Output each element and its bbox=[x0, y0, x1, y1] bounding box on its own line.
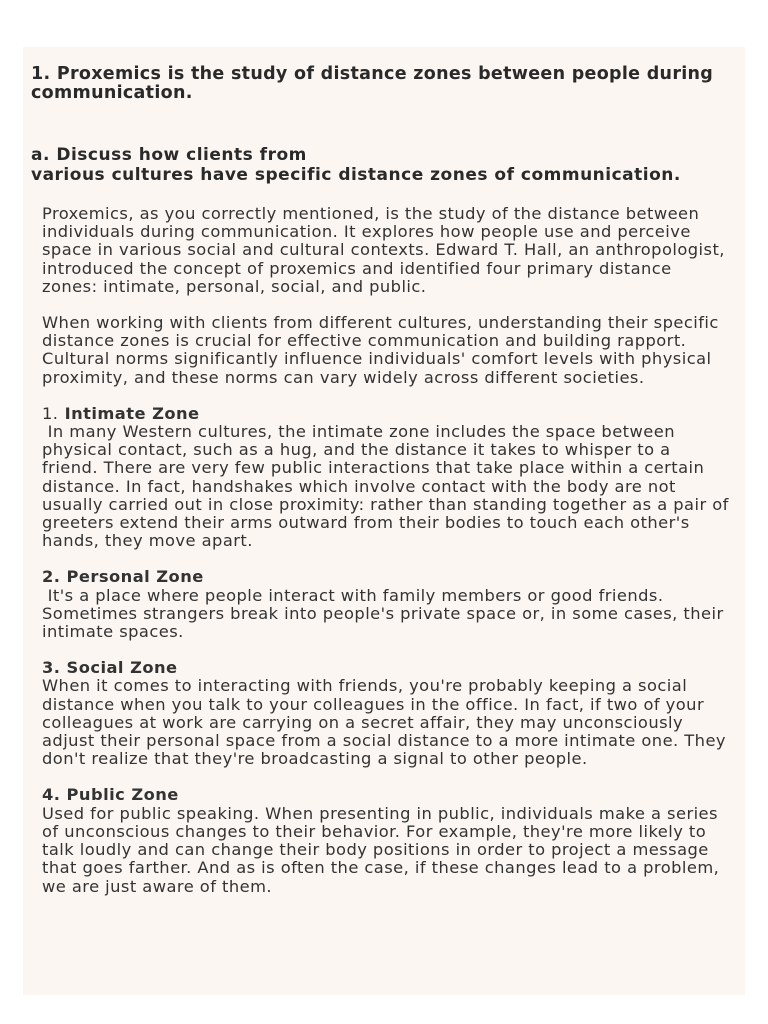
zone-social bbox=[42, 659, 732, 768]
zone-title: Public Zone bbox=[66, 785, 179, 805]
zone-number: 1. bbox=[42, 403, 59, 423]
question-a-heading bbox=[31, 145, 745, 185]
culture-paragraph: When working with clients from different cultures, understanding their specific distance zones is crucial for effective communication and building rapport. Cultural norms significantly influence individuals' comfort levels with physical proximity, and these norms can vary widely across different societies. bbox=[42, 313, 725, 387]
zone-text: In many Western cultures, the intimate zone includes the space between physical contact, such as a hug, and the distance it takes to whisper to a friend. There are very few public interactions that take place within a certain distance. In fact, handshakes which involve contact with the body are not usually carried out in close proximity: rather than standing together as a pair of greeters extend their arms outward from their bodies to touch each other's hands, they move apart. bbox=[42, 422, 735, 551]
zone-title: Intimate Zone bbox=[64, 403, 200, 423]
zone-text: It's a place where people interact with family members or good friends. Sometimes strangers break into people's private space or, in some cases, their intimate spaces. bbox=[42, 585, 730, 642]
zone-title: Personal Zone bbox=[66, 567, 204, 587]
zone-heading bbox=[42, 786, 732, 804]
zone-number: 2. bbox=[42, 567, 61, 587]
zone-heading bbox=[42, 568, 732, 586]
zone-number: 3. bbox=[42, 658, 61, 678]
zone-text: When it comes to interacting with friends, you're probably keeping a social distance when you talk to your colleagues in the office. In fact, if two of your colleagues at work are carrying on a secret affair, they may unconsciously adjust their personal space from a social distance to a more intimate one. They don't realize that they're broadcasting a signal to other people. bbox=[42, 676, 732, 769]
question-a-line-1: a. Discuss how clients from bbox=[31, 145, 307, 165]
zone-title: Social Zone bbox=[66, 658, 178, 678]
zone-public bbox=[42, 786, 732, 895]
zone-intimate bbox=[42, 403, 735, 551]
zone-number: 4. bbox=[42, 785, 61, 805]
zone-heading bbox=[42, 405, 732, 423]
question-a-line-2: various cultures have specific distance zones of communication. bbox=[31, 165, 681, 185]
zone-personal bbox=[42, 568, 732, 641]
zone-heading bbox=[42, 659, 732, 677]
intro-paragraph: Proxemics, as you correctly mentioned, is the study of the distance between individuals during communication. It explores how people use and perceive space in various social and cultural contexts. Edward T. Hall, an anthropologist, introduced the concept of proxemics and identified four primary distance zones: intimate, personal, social, and public. bbox=[42, 204, 731, 296]
question-1-heading: 1. Proxemics is the study of distance zones between people during communication. bbox=[31, 64, 714, 103]
document-page bbox=[23, 47, 745, 995]
zone-text: Used for public speaking. When presenting in public, individuals make a series of unconscious changes to their behavior. For example, they're more likely to talk loudly and can change their body positions in order to project a message that goes farther. And as is often the case, if these changes lead to a problem, we are just aware of them. bbox=[42, 803, 725, 896]
answer-body bbox=[42, 204, 735, 896]
